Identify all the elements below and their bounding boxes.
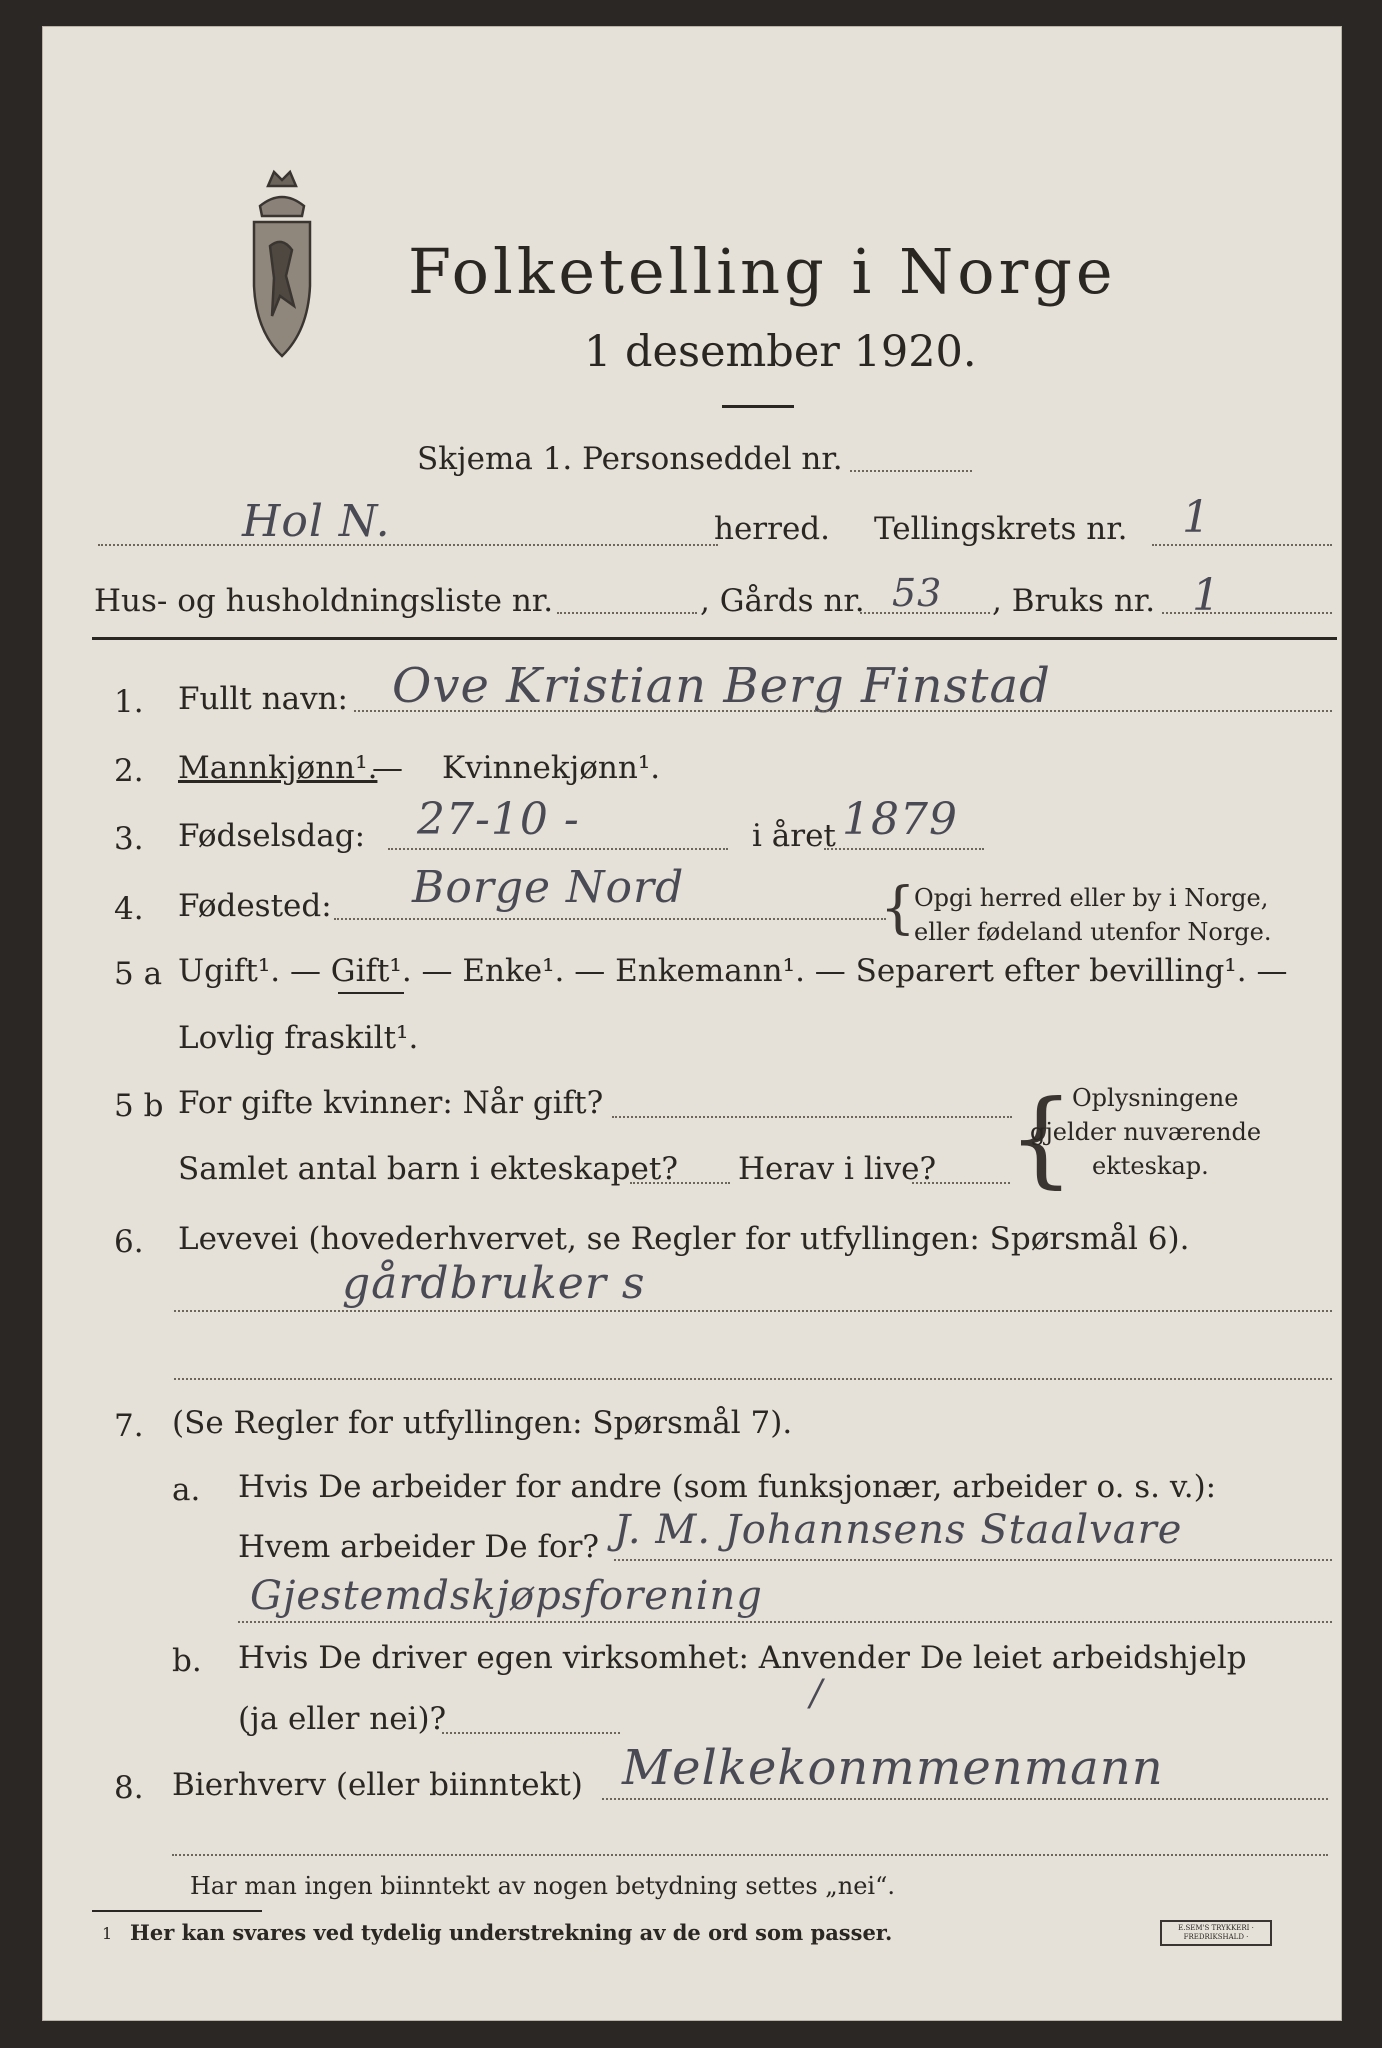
q5b-note3: ekteskap.	[1092, 1152, 1209, 1180]
herred-value: Hol N.	[242, 496, 391, 547]
birthyear-value: 1879	[842, 794, 958, 845]
sex-separator: —	[372, 750, 403, 786]
occupation-value: gårdbruker s	[342, 1258, 646, 1309]
gards-label: , Gårds nr.	[700, 583, 865, 619]
q4-note-line2: eller fødeland utenfor Norge.	[914, 918, 1272, 946]
hus-field[interactable]	[557, 612, 697, 614]
year-label: i året	[752, 818, 836, 854]
tellingskrets-label: Tellingskrets nr.	[874, 511, 1128, 547]
q5b-number: 5 b	[114, 1088, 164, 1124]
q5b-note1: Oplysningene	[1072, 1084, 1239, 1112]
q6-label: Levevei (hovederhvervet, se Regler for utfyllingen: Spørsmål 6).	[178, 1221, 1190, 1257]
birthplace-field[interactable]	[334, 918, 886, 920]
q7-number: 7.	[114, 1408, 144, 1444]
children-total-field[interactable]	[630, 1182, 730, 1184]
occupation-field-1[interactable]	[174, 1310, 1332, 1312]
married-when-field[interactable]	[612, 1116, 1012, 1118]
bottom-note: Har man ingen biinntekt av nogen betydning settes „nei“.	[190, 1872, 895, 1900]
employer-value-2: Gjestemdskjøpsforening	[250, 1573, 763, 1619]
occupation-field-2[interactable]	[174, 1378, 1332, 1380]
q6-number: 6.	[114, 1224, 144, 1260]
bruks-field[interactable]	[1162, 612, 1332, 614]
q5b-children-label: Samlet antal barn i ekteskapet?	[178, 1151, 678, 1187]
children-alive-field[interactable]	[912, 1182, 1010, 1184]
q1-value: Ove Kristian Berg Finstad	[392, 658, 1051, 714]
q7a-line1: Hvis De arbeider for andre (som funksjonær, arbeider o. s. v.):	[238, 1469, 1217, 1505]
q5b-line1: For gifte kvinner: Når gift?	[178, 1085, 604, 1121]
printer-mark: E.SEM'S TRYKKERI · FREDRIKSHALD ·	[1160, 1920, 1272, 1946]
census-form-sheet	[42, 26, 1342, 2021]
q7b-number: b.	[172, 1643, 202, 1679]
gards-value: 53	[892, 571, 943, 615]
side-income-field-1[interactable]	[602, 1798, 1328, 1800]
q1-label: Fullt navn:	[178, 681, 348, 717]
male-option[interactable]: Mannkjønn¹.	[178, 750, 378, 786]
q8-label: Bierhverv (eller biinntekt)	[172, 1767, 583, 1803]
q4-number: 4.	[114, 891, 144, 927]
gards-field[interactable]	[860, 612, 990, 614]
header-rule	[92, 637, 1337, 640]
employer-field-2[interactable]	[238, 1621, 1332, 1623]
birthdate-value: 27-10 -	[417, 794, 580, 845]
q4-brace: {	[880, 876, 916, 941]
footnote-text: Her kan svares ved tydelig understrekning av de ord som passer.	[130, 1920, 893, 1945]
personseddel-field[interactable]	[850, 470, 972, 472]
female-option[interactable]: Kvinnekjønn¹.	[442, 750, 661, 786]
q3-number: 3.	[114, 821, 144, 857]
bruks-value: 1	[1192, 570, 1221, 621]
skjema-label: Skjema 1. Personseddel nr.	[417, 441, 843, 477]
q4-note-line1: Opgi herred eller by i Norge,	[914, 884, 1269, 912]
birthyear-field[interactable]	[824, 848, 984, 850]
hus-label: Hus- og husholdningsliste nr.	[94, 583, 554, 619]
herred-label: herred.	[714, 511, 830, 547]
q7-label: (Se Regler for utfyllingen: Spørsmål 7).	[172, 1405, 793, 1441]
footnote-mark: 1	[102, 1924, 113, 1943]
q4-label: Fødested:	[178, 888, 332, 924]
birthplace-value: Borge Nord	[412, 862, 685, 913]
tellingskrets-value: 1	[1182, 492, 1211, 543]
full-name-field[interactable]	[354, 710, 1332, 712]
q7a-number: a.	[172, 1472, 201, 1508]
herred-field[interactable]	[98, 544, 718, 546]
title-divider	[722, 405, 794, 408]
coat-of-arms-icon	[242, 166, 322, 364]
birthdate-field[interactable]	[388, 848, 728, 850]
hired-help-field[interactable]	[442, 1732, 620, 1734]
marital-status-options[interactable]: Ugift¹. — Gift¹. — Enke¹. — Enkemann¹. — Separert efter bevilling¹. —	[178, 953, 1288, 989]
hired-help-value: /	[810, 1673, 824, 1714]
q5b-brace: {	[1008, 1077, 1075, 1199]
q1-number: 1.	[114, 684, 144, 720]
q8-number: 8.	[114, 1770, 144, 1806]
q7a-line2: Hvem arbeider De for?	[238, 1529, 600, 1565]
employer-value-1: J. M. Johannsens Staalvare	[614, 1507, 1183, 1553]
side-income-value: Melkekonmmenmann	[622, 1740, 1164, 1796]
bruks-label: , Bruks nr.	[992, 583, 1156, 619]
q5b-alive-label: Herav i live?	[738, 1151, 937, 1187]
gift-underline	[338, 992, 404, 994]
q7b-line2: (ja eller nei)?	[238, 1701, 447, 1737]
form-title: Folketelling i Norge	[408, 235, 1117, 308]
q2-number: 2.	[114, 753, 144, 789]
employer-field-1[interactable]	[614, 1559, 1332, 1561]
q3-label: Fødselsdag:	[178, 818, 366, 854]
footnote-rule	[92, 1910, 262, 1912]
form-subtitle: 1 desember 1920.	[584, 327, 977, 377]
marital-status-divorced[interactable]: Lovlig fraskilt¹.	[178, 1020, 419, 1056]
q5b-note2: gjelder nuværende	[1030, 1118, 1262, 1146]
side-income-field-2[interactable]	[172, 1854, 1328, 1856]
q5a-number: 5 a	[114, 956, 163, 992]
tellingskrets-field[interactable]	[1152, 544, 1332, 546]
q7b-line1: Hvis De driver egen virksomhet: Anvender De leiet arbeidshjelp	[238, 1640, 1247, 1676]
